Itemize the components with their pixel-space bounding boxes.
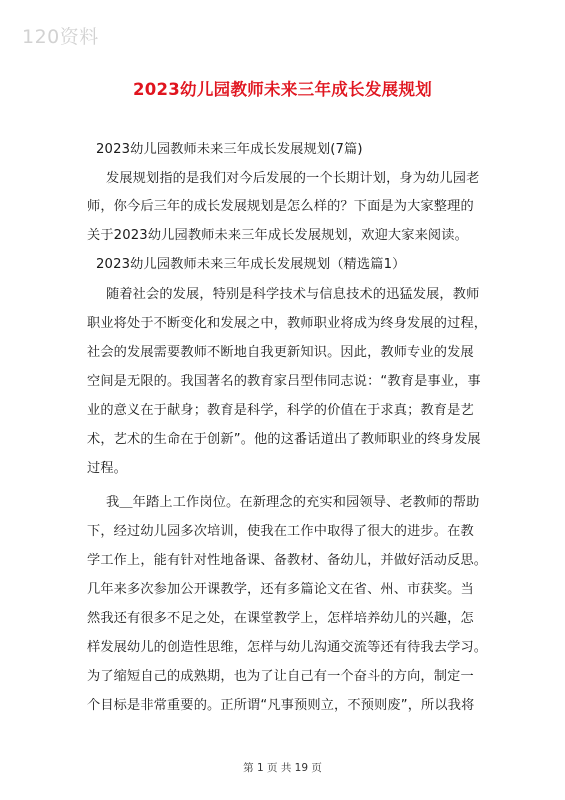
paragraph-line: 空间是无限的。我国著名的教育家吕型伟同志说：“教育是事业，事	[87, 374, 481, 389]
document-subtitle: 2023幼儿园教师未来三年成长发展规划(7篇)	[96, 142, 363, 157]
intro-line: 发展规划指的是我们对今后发展的一个长期计划，身为幼儿园老	[106, 171, 480, 186]
paragraph-line: 样发展幼儿的创造性思维，怎样与幼儿沟通交流等还有待我去学习。	[87, 640, 488, 655]
paragraph-line: 过程。	[87, 461, 128, 476]
paragraph-line: 为了缩短自己的成熟期，也为了让自己有一个奋斗的方向，制定一	[87, 669, 474, 684]
paragraph-line: 然我还有很多不足之处，在课堂教学上，怎样培养幼儿的兴趣，怎	[87, 611, 474, 626]
paragraph-line: 个目标是非常重要的。正所谓“凡事预则立，不预则废”，所以我将	[87, 698, 475, 713]
paragraph-line: 术，艺术的生命在于创新”。他的这番话道出了教师职业的终身发展	[87, 432, 481, 447]
watermark-text: 120资料	[22, 26, 99, 48]
page-number: 第 1 页 共 19 页	[243, 762, 322, 774]
paragraph-line: 业的意义在于献身；教育是科学，科学的价值在于求真；教育是艺	[87, 403, 474, 418]
document-title: 2023幼儿园教师未来三年成长发展规划	[132, 80, 433, 99]
paragraph-line: 职业将处于不断变化和发展之中，教师职业将成为终身发展的过程，	[87, 316, 488, 331]
section-heading: 2023幼儿园教师未来三年成长发展规划（精选篇1）	[96, 257, 406, 272]
paragraph-line: 我＿年踏上工作岗位。在新理念的充实和园领导、老教师的帮助	[106, 495, 480, 510]
paragraph-line: 随着社会的发展，特别是科学技术与信息技术的迅猛发展，教师	[106, 287, 480, 302]
paragraph-line: 学工作上，能有针对性地备课、备教材、备幼儿，并做好活动反思。	[87, 553, 488, 568]
paragraph-line: 社会的发展需要教师不断地自我更新知识。因此，教师专业的发展	[87, 345, 474, 360]
intro-line: 师，你今后三年的成长发展规划是怎么样的？下面是为大家整理的	[87, 199, 474, 214]
paragraph-line: 下，经过幼儿园多次培训，使我在工作中取得了很大的进步。在教	[87, 524, 474, 539]
intro-line: 关于2023幼儿园教师未来三年成长发展规划，欢迎大家来阅读。	[87, 228, 468, 243]
paragraph-line: 几年来多次参加公开课教学，还有多篇论文在省、州、市获奖。当	[87, 582, 474, 597]
